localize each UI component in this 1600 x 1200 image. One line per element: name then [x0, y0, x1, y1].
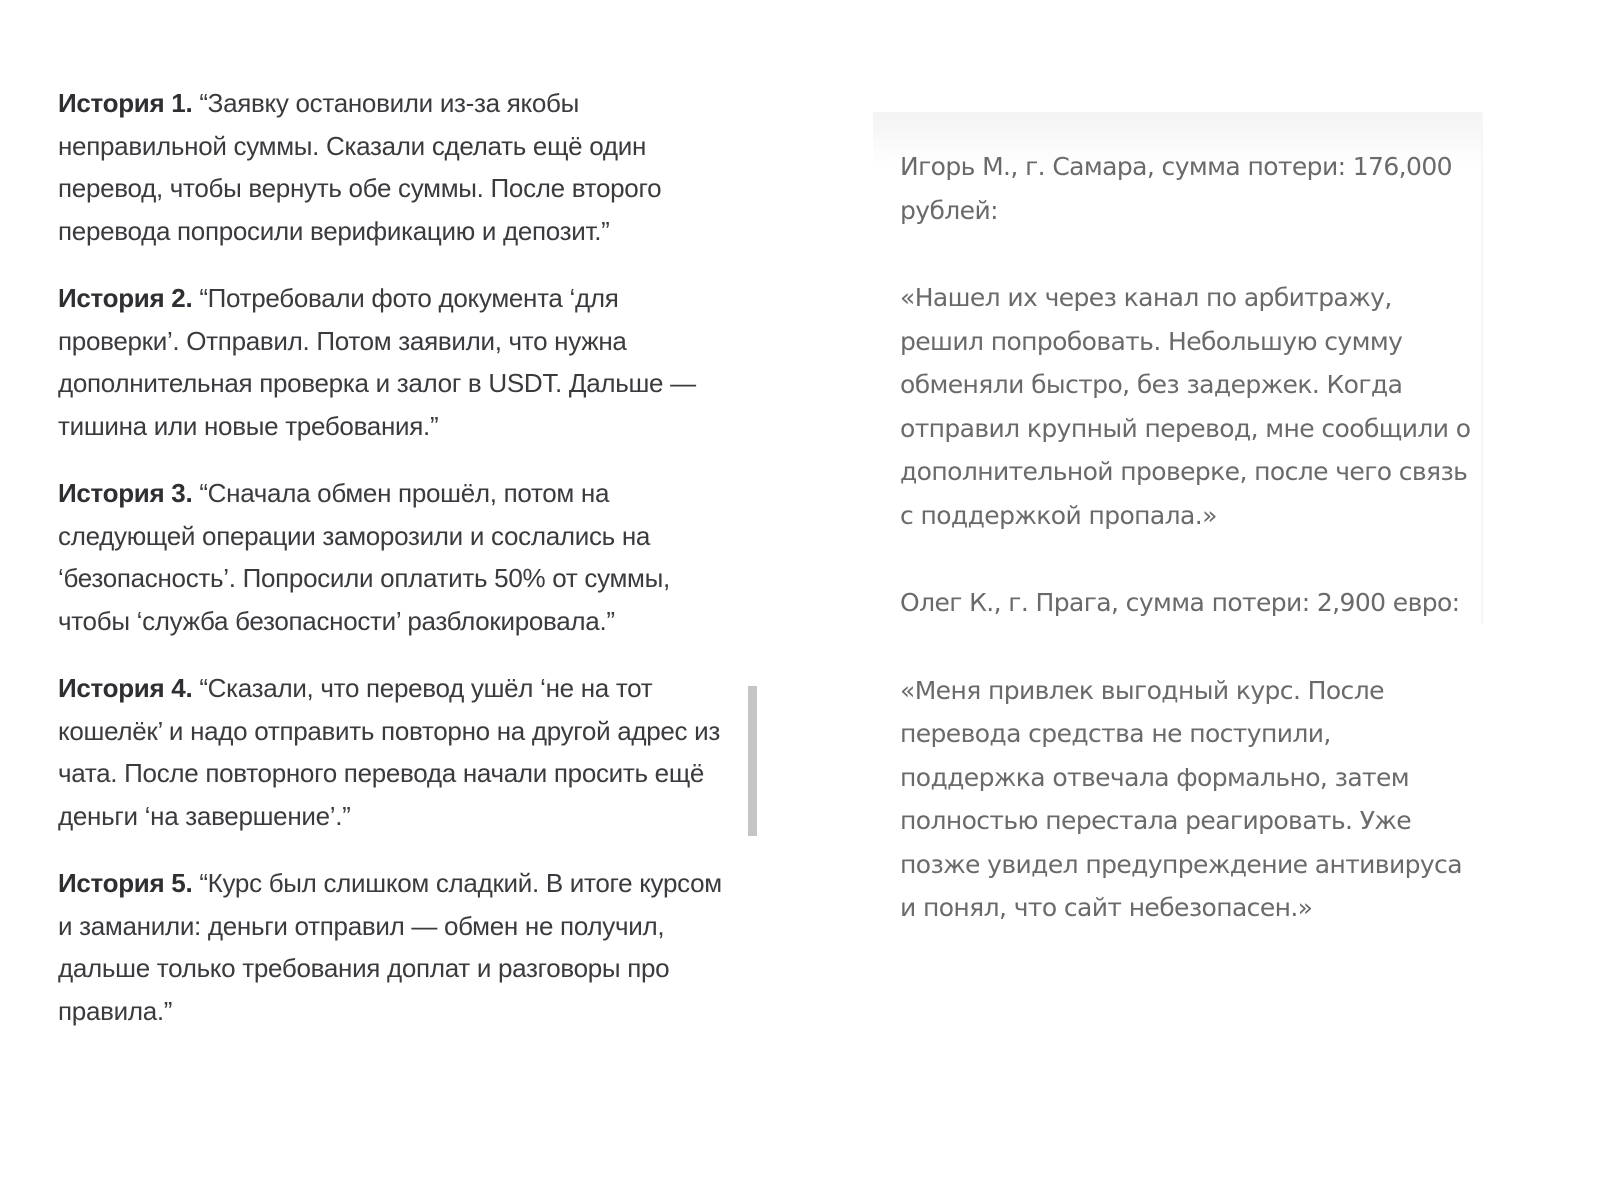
- scrollbar-thumb[interactable]: [748, 686, 757, 836]
- story-text: “Заявку остановили из-за якобы неправильной суммы. Сказали сделать ещё один перевод, чтобы вернуть обе суммы. После второго перевода попросили верификацию и депозит.”: [58, 88, 662, 246]
- story-text: “Сначала обмен прошёл, потом на следующей операции заморозили и сослались на ‘безопасность’. Попросили оплатить 50% от суммы, чтобы ‘служба безопасности’ разблокировала.”: [58, 478, 670, 636]
- story-title: История 2.: [58, 283, 193, 313]
- testimonial-quote: «Меня привлек выгодный курс. После перевода средства не поступили, поддержка отвечала формально, затем полностью перестала реагировать. Уже позже увидел предупреждение антивируса и понял, что сайт небезопасен.»: [900, 675, 1462, 922]
- story-2: [58, 277, 738, 447]
- testimonials-column: [900, 145, 1480, 974]
- story-title: История 4.: [58, 673, 193, 703]
- story-5: [58, 862, 738, 1032]
- testimonial-author: Игорь М., г. Самара, сумма потери: 176,000 рублей:: [900, 152, 1452, 225]
- story-3: [58, 472, 738, 642]
- story-title: История 3.: [58, 478, 193, 508]
- story-title: История 1.: [58, 88, 193, 118]
- testimonial-quote: «Нашел их через канал по арбитражу, решил попробовать. Небольшую сумму обменяли быстро, без задержек. Когда отправил крупный перевод, мне сообщили о дополнительной проверке, после чего связь с поддержкой пропала.»: [900, 283, 1471, 530]
- testimonial-author: Олег К., г. Прага, сумма потери: 2,900 евро:: [900, 588, 1460, 617]
- story-text: “Курс был слишком сладкий. В итоге курсом и заманили: деньги отправил — обмен не получил, дальше только требования доплат и разговоры про правила.”: [58, 868, 722, 1026]
- story-title: История 5.: [58, 868, 193, 898]
- story-text: “Сказали, что перевод ушёл ‘не на тот кошелёк’ и надо отправить повторно на другой адрес из чата. После повторного перевода начали просить ещё деньги ‘на завершение’.”: [58, 673, 721, 831]
- stories-column: [58, 82, 738, 1057]
- story-1: [58, 82, 738, 252]
- story-4: [58, 667, 738, 837]
- story-text: “Потребовали фото документа ‘для проверки’. Отправил. Потом заявили, что нужна дополнительная проверка и залог в USDT. Дальше — тишина или новые требования.”: [58, 283, 696, 441]
